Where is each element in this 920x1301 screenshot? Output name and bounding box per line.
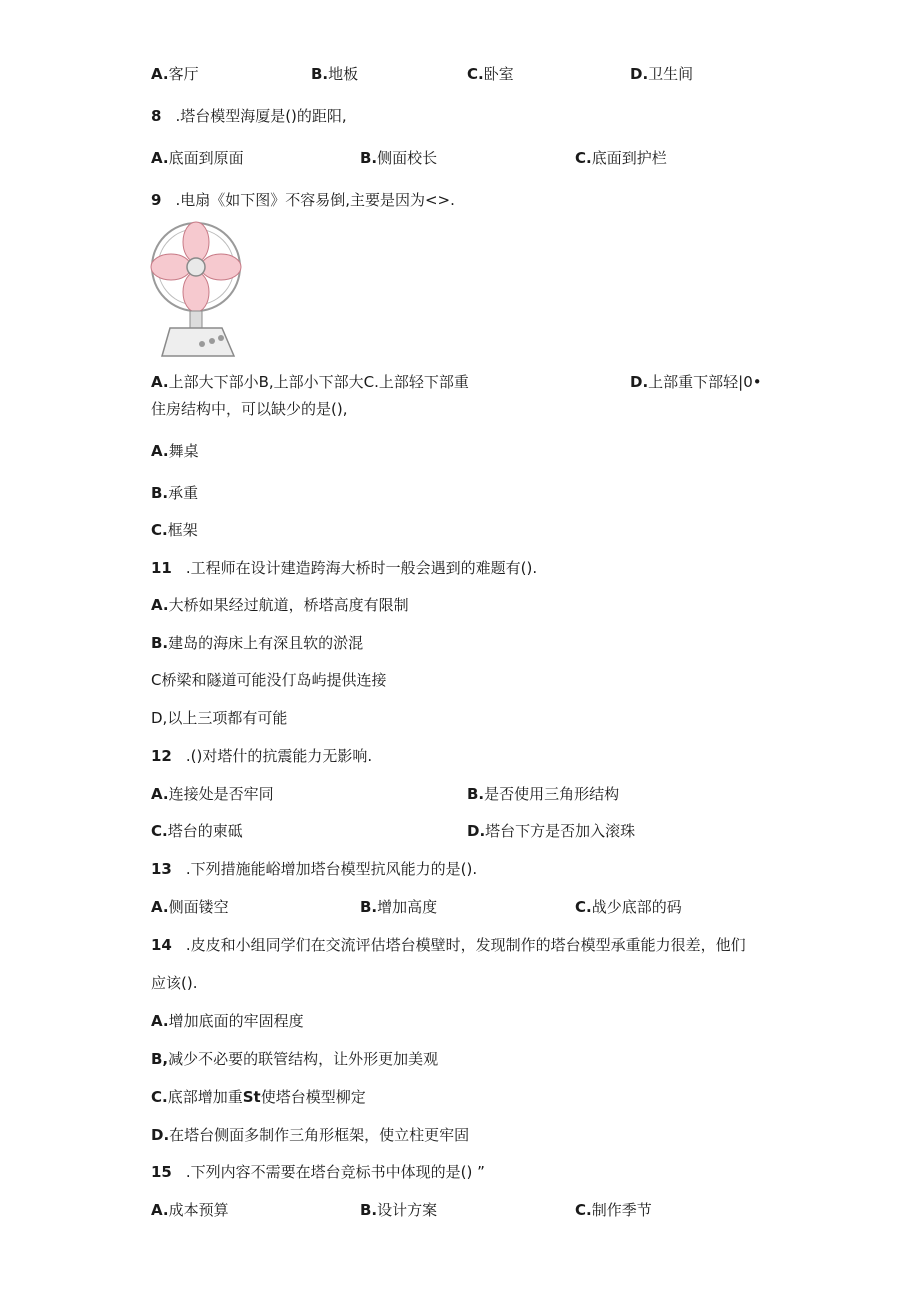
q10-option-a: A.舞桌 xyxy=(151,442,199,460)
q9-options-abc: A.上部大下部小B,上部小下部大C.上部轻下部重 xyxy=(151,373,469,391)
q15-option-a: A.成本预算 xyxy=(151,1201,229,1219)
q12-stem: 12 .()对塔什的抗震能力无影响. xyxy=(151,747,373,765)
q12-option-b: B.是否使用三角形结构 xyxy=(467,785,620,803)
q8-stem: 8 .塔台模型海厦是()的距阳, xyxy=(151,107,347,125)
q11-option-b: B.建岛的海床上有深且软的淤混 xyxy=(151,634,364,652)
q11-stem: 11 .工程师在设计建造跨海大桥时一般会遇到的难题有(). xyxy=(151,559,538,577)
q13-option-b: B.增加高度 xyxy=(360,898,438,916)
q7-option-b: B.地板 xyxy=(311,65,359,83)
q14-option-a: A.增加底面的牢固程度 xyxy=(151,1012,304,1030)
q14-stem: 14 .皮皮和小组同学们在交流评估塔台模壁时，发现制作的塔台模型承重能力很差，他们 xyxy=(151,936,746,954)
q14-option-d: D.在塔台侧面多制作三角形框架，使立柱更牢固 xyxy=(151,1126,470,1144)
q11-option-a: A.大桥如果经过航道，桥塔高度有限制 xyxy=(151,596,409,614)
q7-option-d: D.卫生间 xyxy=(630,65,694,83)
q7-option-c: C.卧室 xyxy=(467,65,514,83)
q10-stem: 住房结构中，可以缺少的是(), xyxy=(151,400,348,418)
q9-option-d: D.上部重下部轻|0• xyxy=(630,373,762,391)
q12-option-d: D.塔台下方是否加入滚珠 xyxy=(467,822,636,840)
q12-option-c: C.塔台的柬砥 xyxy=(151,822,243,840)
q12-option-a: A.连接处是否牢同 xyxy=(151,785,274,803)
q15-option-c: C.制作季节 xyxy=(575,1201,652,1219)
q10-option-c: C.框架 xyxy=(151,521,198,539)
q8-option-c: C.底面到护栏 xyxy=(575,149,667,167)
q8-option-a: A.底面到原面 xyxy=(151,149,244,167)
q11-option-c: C桥梁和隧道可能没仃岛屿提供连接 xyxy=(151,671,387,689)
q13-option-c: C.战少底部的码 xyxy=(575,898,682,916)
q15-stem: 15 .下列内容不需要在塔台竞标书中体现的是() ” xyxy=(151,1163,485,1181)
q14-stem-continued: 应该(). xyxy=(151,974,198,992)
q11-option-d: D,以上三项都有可能 xyxy=(151,709,288,727)
q14-option-c: C.底部增加重St使塔台模型柳定 xyxy=(151,1088,366,1106)
q10-option-b: B.承重 xyxy=(151,484,199,502)
q9-stem: 9 .电扇《如下图》不容易倒,主要是因为<>. xyxy=(151,191,455,209)
q14-option-b: B,减少不必要的联管结构，让外形更加美观 xyxy=(151,1050,439,1068)
electric-fan-image xyxy=(150,220,242,358)
q13-option-a: A.侧面镂空 xyxy=(151,898,229,916)
q15-option-b: B.设计方案 xyxy=(360,1201,438,1219)
q13-stem: 13 .下列措施能峪增加塔台模型抗风能力的是(). xyxy=(151,860,478,878)
q8-option-b: B.侧面校长 xyxy=(360,149,438,167)
q7-option-a: A.客厅 xyxy=(151,65,199,83)
